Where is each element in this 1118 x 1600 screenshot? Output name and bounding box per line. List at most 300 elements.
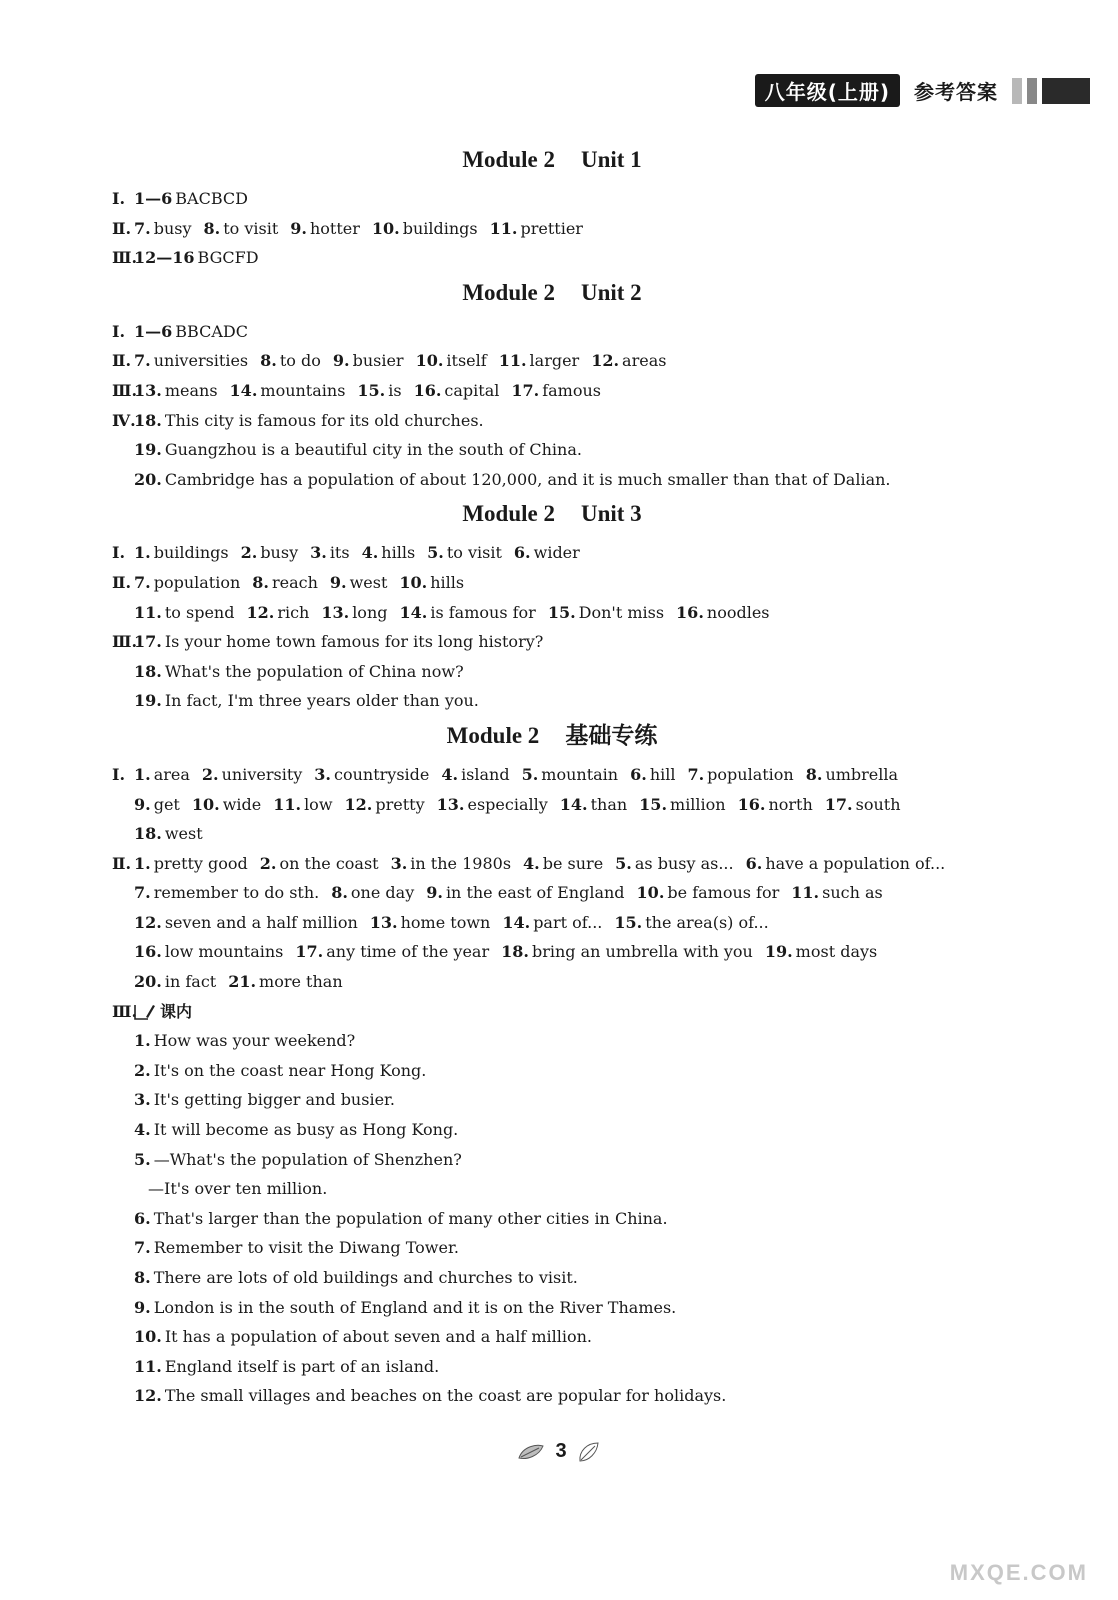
answer-line: [112, 657, 992, 687]
item-number: 15.: [547, 602, 576, 622]
item-answer: most days: [795, 942, 878, 962]
item-answer: This city is famous for its old churches.: [164, 410, 484, 430]
page-number: 3: [555, 1440, 567, 1462]
item-number: 1.: [134, 543, 151, 563]
item-number: 5.: [427, 543, 444, 563]
roman-numeral: Ⅳ.: [112, 410, 136, 430]
bar-light: [1012, 78, 1022, 104]
item-number: 8.: [331, 883, 348, 903]
item-number: 19.: [764, 942, 793, 962]
answer-item: [639, 795, 725, 814]
answer-item: [134, 1090, 395, 1109]
item-answer: in the east of England: [445, 883, 625, 903]
item-number: 11.: [273, 794, 302, 814]
item-number: 9.: [134, 794, 151, 814]
item-answer: It's getting bigger and busier.: [153, 1090, 396, 1110]
answer-item: [501, 942, 753, 961]
answer-item: [134, 1238, 459, 1257]
section-title: [112, 500, 992, 528]
item-number: 6.: [513, 543, 531, 563]
item-answer: one day: [350, 883, 415, 903]
answer-item: [134, 765, 190, 784]
item-number: 15.: [639, 794, 668, 814]
item-answer: Cambridge has a population of about 120,000, and it is much smaller than that of Dalian.: [164, 469, 891, 489]
answer-item: [522, 765, 619, 784]
item-number: 5.: [615, 853, 632, 873]
answer-item: [134, 1120, 458, 1139]
item-number: 4.: [134, 1120, 151, 1140]
item-number: 6.: [134, 1208, 151, 1228]
item-number: 12—16: [134, 248, 195, 268]
item-answer: countryside: [334, 764, 430, 784]
answer-item: [134, 691, 479, 710]
answer-item: [345, 795, 425, 814]
item-answer: That's larger than the population of many other cities in China.: [153, 1208, 668, 1228]
item-number: 17.: [295, 942, 324, 962]
section-unit: Unit 1: [580, 147, 642, 172]
item-number: 1.: [134, 1031, 151, 1051]
item-answer: university: [221, 764, 303, 784]
item-answer: Guangzhou is a beautiful city in the south of China.: [164, 440, 582, 460]
item-answer: It will become as busy as Hong Kong.: [153, 1120, 459, 1140]
answer-item: [134, 322, 248, 341]
answer-item: [134, 248, 259, 267]
section-unit: Unit 2: [580, 279, 642, 305]
item-number: 10.: [636, 883, 665, 903]
answer-item: [414, 381, 500, 400]
item-number: 17.: [824, 794, 853, 814]
answer-item: [252, 573, 318, 592]
item-answer: hotter: [309, 218, 360, 238]
item-answer: especially: [467, 794, 548, 814]
answer-line: [112, 997, 992, 1027]
item-answer: famous: [542, 380, 601, 400]
item-answer: Don't miss: [578, 602, 665, 622]
answer-item: [134, 603, 234, 622]
answer-item: [134, 573, 240, 592]
answer-item: [134, 972, 216, 991]
answer-item: [134, 1150, 462, 1169]
watermark: MXQE.COM: [949, 1560, 1088, 1585]
item-answer: such as: [822, 883, 883, 903]
item-answer: in the 1980s: [410, 853, 512, 873]
item-number: 9.: [134, 1297, 151, 1317]
item-answer: population: [707, 764, 794, 784]
item-number: 1.: [134, 764, 151, 784]
answer-line: [112, 1056, 992, 1086]
answer-item: [490, 219, 583, 238]
item-answer: mountains: [260, 380, 346, 400]
item-answer: itself: [446, 351, 487, 371]
item-answer: population: [153, 572, 241, 592]
item-number: 8.: [252, 572, 269, 592]
item-answer: In fact, I'm three years older than you.: [164, 691, 479, 711]
item-answer: be famous for: [667, 883, 780, 903]
answer-line: [112, 760, 992, 790]
item-answer: any time of the year: [326, 942, 490, 962]
item-answer: part of...: [533, 912, 603, 932]
answer-item: [134, 411, 484, 430]
item-answer: larger: [529, 351, 580, 371]
item-answer: busier: [352, 351, 404, 371]
answer-item: [615, 854, 733, 873]
bar-dark: [1042, 78, 1090, 104]
item-number: 15.: [614, 912, 643, 932]
leaf-right-icon: [577, 1441, 601, 1463]
item-number: 19.: [134, 691, 162, 711]
item-number: 3.: [310, 543, 327, 563]
item-number: 14.: [559, 794, 588, 814]
item-answer: buildings: [402, 218, 478, 238]
item-answer: long: [352, 602, 388, 622]
answer-line: [112, 1145, 992, 1175]
answer-line: [112, 568, 992, 598]
answer-item: [437, 795, 548, 814]
item-answer: get: [153, 794, 180, 814]
item-answer: low: [304, 794, 333, 814]
item-answer: is: [388, 380, 402, 400]
item-answer: area: [153, 764, 190, 784]
item-number: 13.: [134, 380, 162, 400]
item-answer: bring an umbrella with you: [531, 942, 753, 962]
section-title: [112, 279, 992, 307]
answer-item: [357, 381, 401, 400]
item-answer: reach: [271, 572, 318, 592]
roman-numeral: Ⅰ.: [112, 543, 126, 563]
answer-item: [591, 351, 666, 370]
item-number: 10.: [134, 1327, 162, 1347]
item-number: 4.: [441, 764, 459, 784]
answer-line: [112, 317, 992, 347]
answer-item: [630, 765, 675, 784]
item-answer: busy: [153, 218, 192, 238]
roman-numeral: Ⅲ.: [112, 380, 138, 400]
answer-line: [112, 819, 992, 849]
item-answer: Is your home town famous for its long history?: [164, 632, 544, 652]
item-number: 1—6: [134, 189, 173, 208]
header-decoration: [1012, 78, 1090, 104]
item-number: 10.: [371, 218, 400, 238]
item-number: 13.: [321, 602, 350, 622]
item-number: 21.: [228, 972, 257, 992]
item-answer: —It's over ten million.: [148, 1179, 328, 1199]
item-number: 13.: [369, 912, 398, 932]
roman-numeral: Ⅲ.: [112, 248, 138, 268]
answer-item: [676, 603, 769, 622]
item-number: 12.: [591, 351, 620, 371]
answer-line: [112, 790, 992, 820]
item-answer: million: [670, 794, 726, 814]
item-number: 16.: [676, 602, 704, 622]
answer-item: [160, 1002, 192, 1021]
answer-item: [202, 765, 302, 784]
answer-item: [134, 1298, 676, 1317]
answer-line: [112, 1204, 992, 1234]
answer-line: [112, 1115, 992, 1145]
answer-item: [134, 1357, 439, 1376]
item-answer: on the coast: [279, 853, 379, 873]
answer-item: [502, 913, 602, 932]
answer-item: [614, 913, 768, 932]
item-number: 18.: [134, 661, 162, 681]
item-number: 8.: [805, 764, 823, 784]
item-number: 19.: [134, 440, 162, 460]
answer-item: [523, 854, 603, 873]
answer-item: [399, 573, 464, 592]
item-answer: pretty good: [153, 853, 248, 873]
item-number: 7.: [134, 883, 151, 903]
answer-item: [746, 854, 946, 873]
item-number: 7.: [687, 764, 705, 784]
item-answer: mountain: [541, 764, 619, 784]
item-answer: rich: [277, 602, 310, 622]
roman-numeral: Ⅱ.: [112, 351, 132, 371]
section-module: Module 2: [462, 279, 555, 305]
item-answer: There are lots of old buildings and churches to visit.: [153, 1268, 578, 1287]
answer-line: [112, 184, 992, 214]
roman-numeral: Ⅱ.: [112, 218, 132, 238]
answer-line: [112, 1352, 992, 1382]
item-number: 12.: [134, 1386, 162, 1406]
item-number: 7.: [134, 218, 151, 238]
answer-line: [112, 1085, 992, 1115]
item-number: 9.: [426, 883, 443, 903]
answer-item: [192, 795, 261, 814]
answer-item: [134, 440, 582, 459]
item-answer: 课内: [160, 1001, 193, 1021]
roman-numeral: Ⅱ.: [112, 572, 132, 592]
item-number: 6.: [745, 853, 763, 873]
item-number: 1.: [134, 853, 151, 873]
item-answer: island: [461, 764, 510, 784]
answer-item: [134, 219, 192, 238]
answer-item: [134, 189, 248, 208]
answer-item: [134, 854, 248, 873]
item-answer: to do: [279, 351, 321, 371]
roman-numeral: Ⅰ.: [112, 189, 126, 208]
answer-item: [134, 381, 218, 400]
item-answer: wider: [533, 543, 580, 563]
item-number: 8.: [203, 218, 221, 238]
answer-item: [134, 351, 248, 370]
item-number: 4.: [361, 543, 379, 563]
section-unit: 基础专练: [565, 722, 658, 748]
answer-item: [310, 543, 349, 562]
answer-item: [372, 219, 478, 238]
leaf-left-icon: [517, 1442, 545, 1462]
bar-mid: [1027, 78, 1037, 104]
item-number: 14.: [229, 380, 258, 400]
answer-item: [134, 883, 319, 902]
item-answer: to visit: [223, 218, 279, 238]
item-answer: means: [164, 380, 218, 400]
item-answer: The small villages and beaches on the coast are popular for holidays.: [164, 1386, 727, 1406]
section-unit: Unit 3: [580, 501, 642, 527]
item-number: 3.: [390, 853, 408, 873]
answer-item: [331, 883, 414, 902]
item-answer: BGCFD: [197, 248, 259, 268]
answer-item: [134, 1327, 592, 1346]
answer-item: [399, 603, 535, 622]
answer-item: [260, 854, 379, 873]
answer-item: [273, 795, 332, 814]
item-answer: hills: [381, 543, 416, 563]
answer-item: [246, 603, 309, 622]
item-number: 10.: [191, 794, 220, 814]
answer-item: [134, 1268, 578, 1287]
item-number: 16.: [413, 380, 442, 400]
item-number: 12.: [134, 912, 162, 932]
item-number: 11.: [791, 883, 820, 903]
item-number: 11.: [134, 1356, 162, 1376]
item-answer: more than: [259, 972, 343, 992]
answer-item: [548, 603, 664, 622]
answer-line: [112, 937, 992, 967]
answer-item: [427, 543, 502, 562]
answer-line: [112, 406, 992, 436]
section-module: Module 2: [462, 147, 555, 172]
answer-line: [112, 1381, 992, 1411]
item-number: 5.: [521, 764, 539, 784]
item-answer: than: [590, 794, 628, 814]
answer-line: [112, 1322, 992, 1352]
item-number: 3.: [134, 1090, 151, 1110]
pencil-icon: [134, 1003, 156, 1021]
answer-item: [514, 543, 580, 562]
page-footer: [0, 1440, 1118, 1463]
answer-item: [330, 573, 388, 592]
item-answer: areas: [622, 351, 667, 371]
item-number: 17.: [511, 380, 540, 400]
answer-item: [134, 1031, 355, 1050]
answer-line: [112, 214, 992, 244]
answer-item: [321, 603, 387, 622]
answer-item: [134, 632, 543, 651]
item-answer: the area(s) of...: [645, 912, 769, 932]
item-answer: remember to do sth.: [153, 883, 320, 903]
item-answer: What's the population of China now?: [164, 661, 464, 681]
item-answer: umbrella: [825, 764, 899, 784]
section-title: [112, 146, 992, 174]
answer-item: [134, 913, 358, 932]
item-number: 12.: [246, 602, 275, 622]
item-number: 18.: [134, 410, 162, 430]
item-number: 8.: [260, 351, 277, 371]
item-answer: south: [855, 794, 901, 814]
answer-item: [241, 543, 299, 562]
answer-line: [112, 627, 992, 657]
answer-item: [560, 795, 627, 814]
roman-numeral: Ⅲ.: [112, 1001, 138, 1021]
answer-line: [112, 686, 992, 716]
answer-item: [134, 543, 229, 562]
answer-item: [765, 942, 877, 961]
item-number: 11.: [498, 351, 527, 371]
item-number: 2.: [134, 1060, 151, 1080]
item-answer: capital: [444, 380, 500, 400]
answer-line: [112, 346, 992, 376]
answer-item: [687, 765, 793, 784]
answer-line: [112, 376, 992, 406]
item-number: 10.: [415, 351, 444, 371]
answer-line: [112, 908, 992, 938]
answer-item: [362, 543, 416, 562]
item-answer: It has a population of about seven and a half million.: [164, 1327, 592, 1347]
item-answer: to spend: [164, 602, 235, 622]
item-number: 9.: [290, 218, 307, 238]
item-answer: as busy as...: [634, 853, 734, 873]
section-module: Module 2: [462, 501, 555, 527]
item-answer: How was your weekend?: [153, 1031, 356, 1051]
section-module: Module 2: [446, 722, 540, 748]
answer-item: [134, 1386, 726, 1405]
answer-item: [148, 1179, 327, 1198]
answer-item: [637, 883, 780, 902]
answer-item: [791, 883, 882, 902]
item-number: 7.: [134, 572, 151, 592]
grade-label: 八年级(上册): [755, 74, 900, 107]
item-number: 13.: [436, 794, 465, 814]
item-number: 8.: [134, 1268, 151, 1287]
answer-line: [112, 1174, 992, 1204]
item-answer: hill: [649, 764, 676, 784]
item-number: 5.: [134, 1149, 151, 1169]
item-answer: north: [768, 794, 813, 814]
item-answer: west: [349, 572, 388, 592]
answer-line: [112, 1233, 992, 1263]
roman-numeral: Ⅲ.: [112, 632, 138, 652]
answer-item: [290, 219, 360, 238]
item-number: 11.: [489, 218, 518, 238]
answer-line: [112, 598, 992, 628]
answer-item: [333, 351, 404, 370]
answer-content: [112, 140, 992, 1411]
item-answer: noodles: [706, 602, 770, 622]
answer-line: [112, 465, 992, 495]
item-answer: west: [164, 824, 203, 844]
answer-key-label: 参考答案: [914, 80, 998, 104]
answer-item: [134, 795, 180, 814]
answer-line: [112, 878, 992, 908]
answer-line: [112, 967, 992, 997]
item-number: 9.: [332, 351, 350, 371]
item-number: 18.: [501, 942, 529, 962]
item-answer: prettier: [520, 218, 583, 238]
item-number: 2.: [259, 853, 277, 873]
item-number: 16.: [134, 942, 162, 962]
item-number: 3.: [314, 764, 331, 784]
item-number: 11.: [134, 602, 162, 622]
item-number: 7.: [134, 1238, 151, 1258]
item-answer: is famous for: [430, 602, 536, 622]
answer-item: [134, 942, 283, 961]
answer-item: [228, 972, 342, 991]
item-answer: BACBCD: [175, 189, 248, 208]
answer-item: [314, 765, 429, 784]
item-answer: It's on the coast near Hong Kong.: [153, 1060, 427, 1080]
item-number: 15.: [357, 380, 386, 400]
answer-item: [134, 824, 203, 843]
answer-item: [825, 795, 901, 814]
item-answer: low mountains: [164, 942, 284, 962]
item-answer: be sure: [542, 853, 604, 873]
answer-item: [134, 1209, 668, 1228]
answer-item: [426, 883, 624, 902]
answer-line: [112, 849, 992, 879]
item-answer: —What's the population of Shenzhen?: [153, 1149, 462, 1169]
answer-item: [295, 942, 489, 961]
item-number: 10.: [399, 572, 428, 592]
